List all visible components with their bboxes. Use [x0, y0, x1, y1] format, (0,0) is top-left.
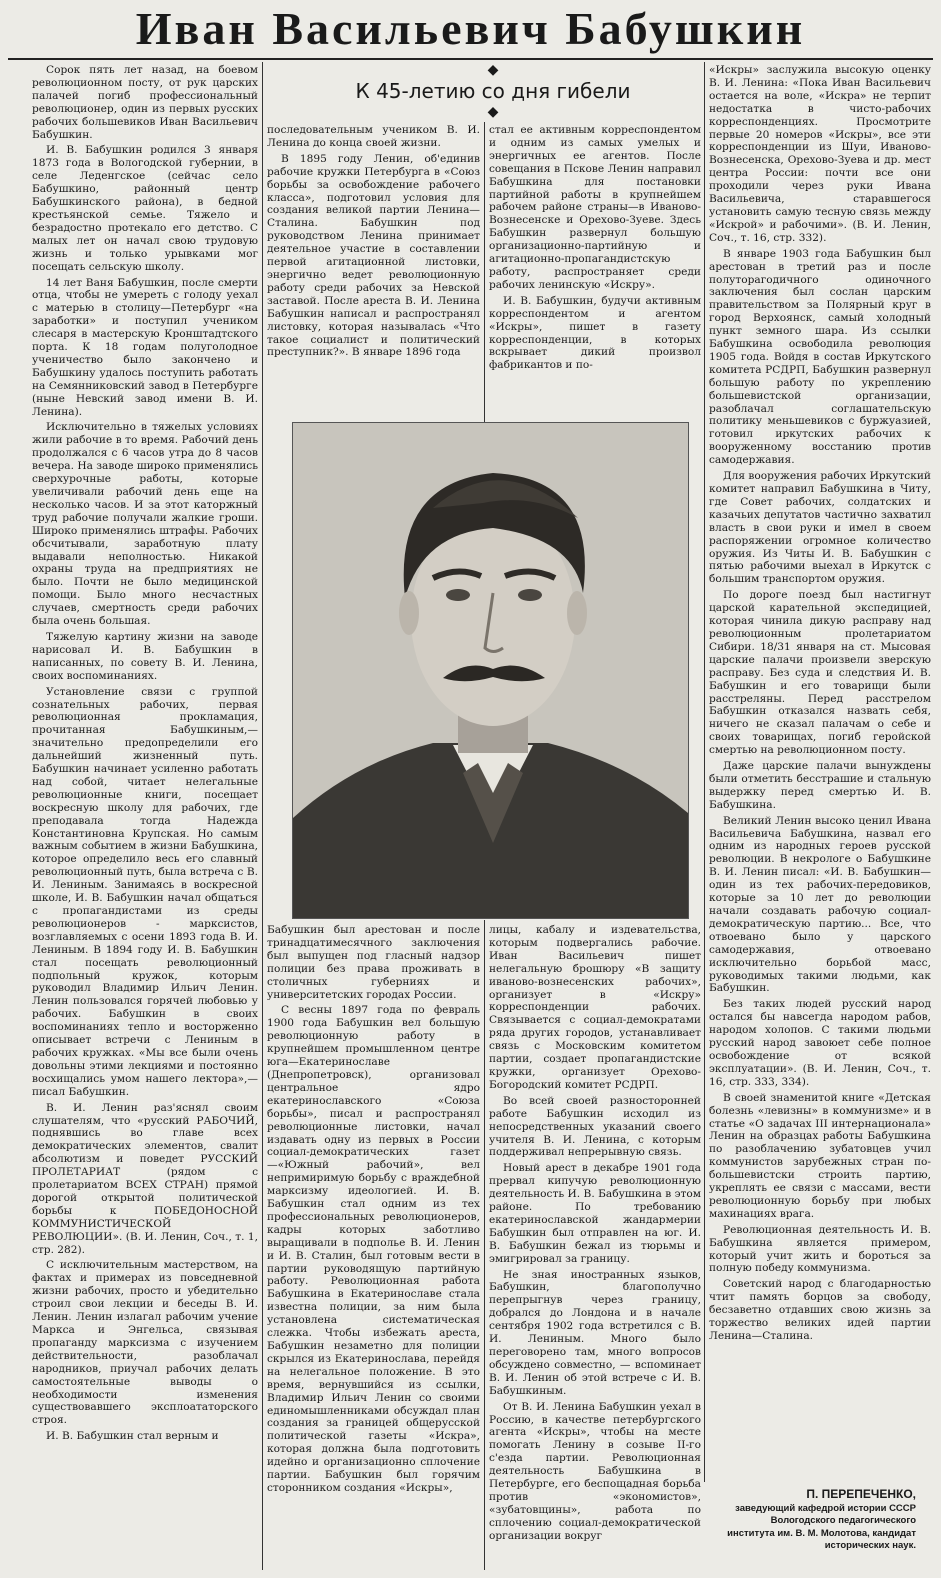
paragraph: С исключительным мастерством, на фактах и примерах из повседневной жизни рабочих, просто и убедительно строил свои лекции и беседы В. И. Ленин. Ленин излагал рабочим учение Маркса и Энгельса, связывая пропаганду марксизма с изучением действительности, разоблачал народников, приучал рабочих делать самостоятельные выводы о необходимости изменения существовавшего эксплоататорского строя. — [32, 1259, 258, 1427]
paragraph: И. В. Бабушкин родился 3 января 1873 года в Вологодской губернии, в селе Леденгское (сейчас село Бабушкино, районный центр Бабушкинского района), в бедной крестьянской семье. Тяжело и безрадостно протекало его детство. С малых лет он начал свою трудовую жизнь и только урывками мог посещать сельскую школу. — [32, 144, 258, 273]
paragraph: Даже царские палачи вынуждены были отметить бесстрашие и стальную выдержку перед смертью И. В. Бабушкина. — [709, 760, 931, 811]
author-name: П. ПЕРЕПЕЧЕНКО, — [806, 1487, 916, 1501]
paragraph: стал ее активным корреспондентом и одним из самых умелых и энергичных ее агентов. После совещания в Пскове Ленин направил Бабушкина для постановки партийной работы в крупнейшем рабочем районе страны—в Иваново-Вознесенске и Орехово-Зуеве. Здесь Бабушкин развернул большую организационно-партийную и агитационно-пропагандистскую работу, распространяет среди рабочих ленинскую «Искру». — [489, 124, 701, 291]
paragraph: Революционная деятельность И. В. Бабушкина является примером, который учит жить и бороться за полную победу коммунизма. — [709, 1223, 931, 1275]
paragraph: В. И. Ленин раз'яснял своим слушателям, что «русский РАБОЧИЙ, поднявшись во главе всех демократических элементов, свалит абсолютизм и поведет РУССКИЙ ПРОЛЕТАРИАТ (рядом с пролетариатом ВСЕХ СТРАН) прямой дорогой открытой политической борьбы к ПОБЕДОНОСНОЙ КОММУНИСТИЧЕСКОЙ РЕВОЛЮЦИИ». (В. И. Ленин, Соч., т. 1, стр. 282). — [32, 1101, 258, 1256]
column-divider-3 — [704, 62, 705, 1482]
author-role: заведующий кафедрой истории СССР Вологодского педагогического института им. В. М. Молотова, кандидат исторических наук. — [727, 1502, 916, 1551]
paragraph: По дороге поезд был настигнут царской карательной экспедицией, которая чинила дикую расправу над революционным пролетариатом Сибири. 18/31 января на ст. Мысовая царские палачи произвели зверскую расправу. Без суда и следствия И. В. Бабушкин и его товарищи были расстреляны. Перед расстрелом Бабушкин отказался назвать себя, ничего не сказал палачам о себе и своих товарищах, погиб геройской смертью на революционном посту. — [709, 589, 931, 757]
top-rule — [8, 58, 933, 60]
column-divider-2-bottom — [484, 920, 485, 1570]
column-1 — [32, 64, 258, 1570]
subtitle: К 45-летию со дня гибели — [355, 79, 631, 103]
paragraph: Бабушкин был арестован и после тринадцатимесячного заключения был выпущен под гласный надзор полиции без права проживать в столичных губерниях и университетских городах России. — [267, 924, 480, 1001]
column-divider-1 — [262, 62, 263, 1570]
ornament-top: ◆ — [487, 62, 499, 78]
paragraph: Исключительно в тяжелых условиях жили рабочие в то время. Рабочий день продолжался с 6 часов утра до 8 часов вечера. На заводе широко применялись сверхурочные работы, которые увеличивали рабочий день еще на несколько часов. И за этот каторжный труд рабочие получали жалкие гроши. Широко применялись штрафы. Рабочих обсчитывали, заработную плату выдавали неполностью. Никакой охраны труда на предприятиях не было. Почти не было медицинской помощи. Было много несчастных случаев, смертность среди рабочих была очень большая. — [32, 421, 258, 628]
paragraph: последовательным учеником В. И. Ленина до конца своей жизни. — [267, 124, 480, 149]
column-2-top — [267, 124, 480, 420]
portrait-photo — [292, 422, 689, 919]
paragraph: С весны 1897 года по февраль 1900 года Бабушкин вел большую революционную работу в крупнейшем промышленном центре юга—Екатеринославе (Днепропетровск), организовал центральное ядро екатеринославского «Союза борьбы», писал и распространял революционные листовки, начал издавать одну из первых в России социал-демократических газет—«Южный рабочий», вел непримиримую борьбу с враждебной марксизму идеологией. И. В. Бабушкин стал одним из тех профессиональных революционеров, кадры которых заботливо выращивали в подполье В. И. Ленин и И. В. Сталин, был готовым вести в партии руководящую партийную работу. Революционная работа Бабушкина в Екатеринославе стала известна полиции, за ним была установлена систематическая слежка. Чтобы избежать ареста, Бабушкин незаметно для полиции скрылся из Екатеринослава, перейдя на нелегальное положение. В это время, вернувшийся из ссылки, Владимир Ильич Ленин со своими единомышленниками обсуждал план создания за границей общерусской политической газеты «Искра», которая должна была подготовить идейно и организационно сплочение партии. Бабушкин был горячим сторонником создания «Искры», — [267, 1004, 480, 1494]
paragraph: Во всей своей разносторонней работе Бабушкин исходил из непосредственных указаний своего учителя В. И. Ленина, с которым поддерживал непрерывную связь. — [489, 1094, 701, 1159]
paragraph: Новый арест в декабре 1901 года прервал кипучую революционную деятельность И. В. Бабушкина в этом районе. По требованию екатеринославской жандармерии Бабушкин был отправлен на юг. И. В. Бабушкин бежал из тюрьмы и эмигрировал за границу. — [489, 1162, 701, 1265]
paragraph: Без таких людей русский народ остался бы навсегда народом рабов, народом холопов. С такими людьми русский народ завоюет себе полное освобождение от всякой эксплуатации». (В. И. Ленин, Соч., т. 16, стр. 333, 334). — [709, 998, 931, 1088]
column-2-bottom — [267, 924, 480, 1570]
subtitle-block — [287, 62, 699, 122]
paragraph: В своей знаменитой книге «Детская болезнь «левизны» в коммунизме» и в статье «О задачах III интернационала» Ленин на образцах работы Бабушкина по разоблачению зубатовцев учил коммунистов зарубежных стран по-большевистски строить партию, укреплять ее связи с массами, вести революционную борьбу при любых махинациях врага. — [709, 1091, 931, 1220]
paragraph: В 1895 году Ленин, об'единив рабочие кружки Петербурга в «Союз борьбы за освобождение рабочего класса», подготовил условия для создания великой партии Ленина—Сталина. Бабушкин под руководством Ленина принимает деятельное участие в составлении первой агитационной листовки, энергично ведет революционную работу среди рабочих за Невской заставой. После ареста В. И. Ленина Бабушкин написал и распространял листовку, которая называлась «Что такое социалист и политический преступник?». В январе 1896 года — [267, 152, 480, 359]
paragraph: Великий Ленин высоко ценил Ивана Васильевича Бабушкина, назвал его одним из народных героев русской революции. В некрологе о Бабушкине В. И. Ленин писал: «И. В. Бабушкин—один из тех рабочих-передовиков, которые за 10 лет до революции начали создавать рабочую социал-демократическую партию... Все, что отвоевано было у царского самодержавия, отвоевано исключительно борьбой масс, руководимых такими людьми, как Бабушкин. — [709, 814, 931, 995]
column-divider-2-top — [484, 122, 485, 422]
headline: Иван Васильевич Бабушкин — [135, 3, 806, 54]
paragraph: «Искры» заслужила высокую оценку В. И. Ленина: «Пока Иван Васильевич остается на воле, «Искра» не терпит недостатка в чисто-рабочих корреспонденциях. Просмотрите первые 20 номеров «Искры», все эти корреспонденции из Шуи, Иваново-Вознесенска, Орехово-Зуева и др. мест центра России: почти все они проходили через руки Ивана Васильевича, старавшегося установить самую тесную связь между «Искрой» и рабочими». (В. И. Ленин, Соч., т. 16, стр. 332). — [709, 64, 931, 244]
ornament-bottom: ◆ — [487, 104, 499, 120]
paragraph: От В. И. Ленина Бабушкин уехал в Россию, в качестве петербургского агента «Искры», чтобы на месте помогать Ленину в созыве II-го с'езда партии. Революционная деятельность Бабушкина в Петербурге, его беспощадная борьба против «экономистов», «зубатовщины», работа по сплочению социал-демократической организации вокруг — [489, 1400, 701, 1542]
paragraph: Сорок пять лет назад, на боевом революционном посту, от рук царских палачей погиб профессиональный революционер, один из первых русских рабочих большевиков Иван Васильевич Бабушкин. — [32, 64, 258, 141]
paragraph: Тяжелую картину жизни на заводе нарисовал И. В. Бабушкин в написанных, по совету В. И. Ленина, своих воспоминаниях. — [32, 630, 258, 682]
paragraph: лицы, кабалу и издевательства, которым подвергались рабочие. Иван Васильевич пишет нелегальную брошюру «В защиту иваново-вознесенских рабочих», организует в «Искру» корреспонденции рабочих. Связывается с социал-демократами ряда других городов, устанавливает связь с Московским комитетом партии, создает пропагандистские кружки, организует Орехово-Богородский комитет РСДРП. — [489, 924, 701, 1091]
paragraph: И. В. Бабушкин, будучи активным корреспондентом и агентом «Искры», пишет в газету корреспонденции, в которых вскрывает дикий произвол фабрикантов и по- — [489, 294, 701, 372]
portrait-illustration — [293, 423, 688, 918]
paragraph: Советский народ с благодарностью чтит память борцов за свободу, бесзаветно отдавших свою жизнь за торжество великих идей партии Ленина—Сталина. — [709, 1278, 931, 1342]
paragraph: Для вооружения рабочих Иркутский комитет направил Бабушкина в Читу, где Совет рабочих, солдатских и казачьих депутатов частично захватил власть в свои руки и имел в своем распоряжении огромное количество оружия. Из Читы И. В. Бабушкин с пятью рабочими выехал в Иркутск с большим транспортом оружия. — [709, 470, 931, 586]
paragraph: 14 лет Ваня Бабушкин, после смерти отца, чтобы не умереть с голоду уехал с матерью в столицу—Петербург «на заработки» и поступил учеником слесаря в мастерскую Кронштадтского порта. К 18 годам полуголодное ученичество было закончено и Бабушкину удалось поступить работать на Семянниковский завод в Петербурге (ныне Невский завод имени В. И. Ленина). — [32, 276, 258, 418]
column-3-bottom — [489, 924, 701, 1570]
column-3-top — [489, 124, 701, 420]
author-signature — [726, 1488, 916, 1553]
column-4 — [709, 64, 931, 1482]
paragraph: В январе 1903 года Бабушкин был арестован в третий раз и после полуторагодичного одиночного заключения был сослан царским правительством за Полярный круг в город Верхоянск, самый холодный пункт земного шара. Из ссылки Бабушкина освободила революция 1905 года. Войдя в состав Иркутского комитета РСДРП, Бабушкин развернул большую работу по укреплению большевистской организации, разоблачал соглашательскую политику меньшевиков с буржуазией, готовил иркутских рабочих к вооруженному восстанию против самодержавия. — [709, 247, 931, 467]
paragraph: Установление связи с группой сознательных рабочих, первая революционная прокламация, прочитанная Бабушкиным,—значительно предопределили его дальнейший жизненный путь. Бабушкин начинает усиленно работать над собой, читает нелегальные революционные книги, посещает воскресную школу для рабочих, где преподавала тогда Надежда Константиновна Крупская. Но самым важным событием в жизни Бабушкина, которое определило весь его славный революционный путь, была встреча с В. И. Лениным. Занимаясь в воскресной школе, И. В. Бабушкин начал общаться с пропагандистами из среды революционеров - марксистов, возглавляемых с осени 1893 года В. И. Лениным. В 1894 году И. В. Бабушкин стал посещать революционный подпольный кружок, которым руководил Владимир Ильич Ленин. Ленин пользовался горячей любовью у рабочих. Бабушкин в своих воспоминаниях тепло и восторженно описывает встречи с Лениным в рабочих кружках. «Мы все были очень довольны этими лекциями и постоянно восхищались умом нашего лектора»,—писал Бабушкин. — [32, 685, 258, 1098]
paragraph: И. В. Бабушкин стал верным и — [46, 1430, 219, 1443]
paragraph: Не зная иностранных языков, Бабушкин, благополучно перепрыгнув через границу, добрался до Лондона и в начале сентября 1902 года встретился с В. И. Лениным. Много было переговорено там, много вопросов обсуждено совместно, — вспоминает В. И. Ленин об этой встрече с И. В. Бабушкиным. — [489, 1268, 701, 1397]
